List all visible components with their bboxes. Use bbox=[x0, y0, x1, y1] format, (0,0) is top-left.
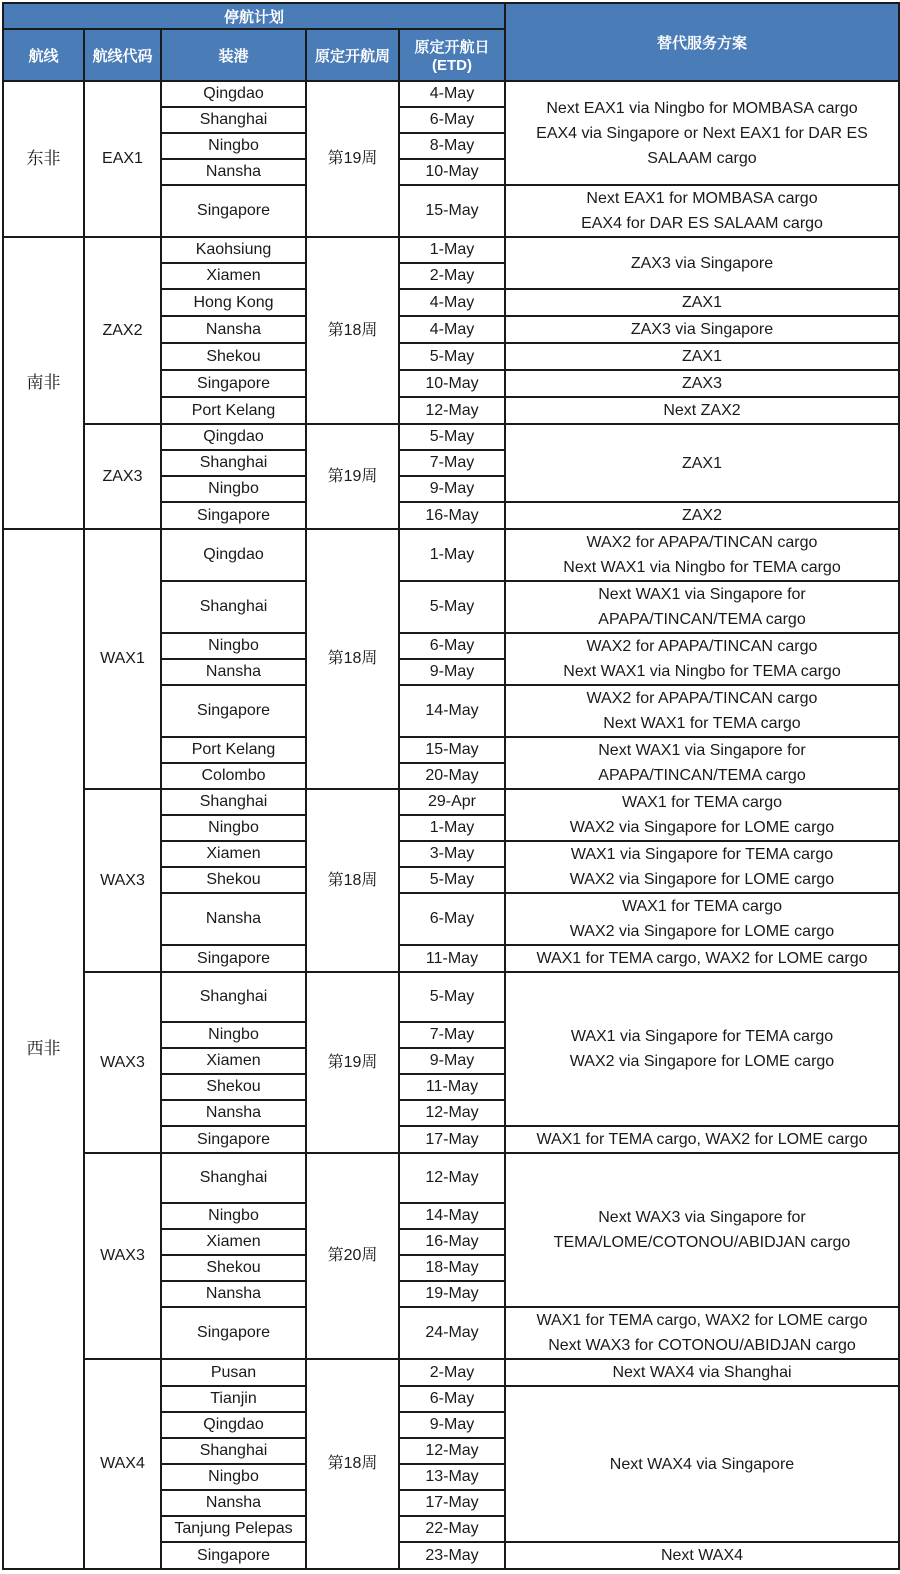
etd-cell: 15-May bbox=[399, 185, 505, 237]
etd-cell: 22-May bbox=[399, 1516, 505, 1542]
etd-cell: 3-May bbox=[399, 841, 505, 867]
week-cell: 第19周 bbox=[306, 81, 399, 237]
port-cell: Shanghai bbox=[161, 450, 306, 476]
port-cell: Hong Kong bbox=[161, 289, 306, 316]
port-cell: Ningbo bbox=[161, 1203, 306, 1229]
code-cell: WAX3 bbox=[84, 972, 161, 1153]
col-header-loading-port: 装港 bbox=[161, 29, 306, 81]
week-cell: 第19周 bbox=[306, 424, 399, 529]
alt-cell bbox=[505, 972, 899, 1126]
alt-line: WAX2 via Singapore for LOME cargo bbox=[569, 1053, 835, 1070]
etd-cell: 17-May bbox=[399, 1490, 505, 1516]
code-cell: ZAX2 bbox=[84, 237, 161, 424]
etd-cell: 10-May bbox=[399, 370, 505, 397]
port-cell: Port Kelang bbox=[161, 397, 306, 424]
alt-cell bbox=[505, 289, 899, 316]
port-cell: Port Kelang bbox=[161, 737, 306, 763]
etd-cell: 9-May bbox=[399, 1048, 505, 1074]
port-cell: Pusan bbox=[161, 1359, 306, 1386]
alt-line: TEMA/LOME/COTONOU/ABIDJAN cargo bbox=[553, 1234, 851, 1251]
week-cell: 第18周 bbox=[306, 1359, 399, 1569]
alt-line: WAX1 for TEMA cargo, WAX2 for LOME cargo bbox=[536, 1312, 868, 1329]
port-cell: Ningbo bbox=[161, 1022, 306, 1048]
alt-cell bbox=[505, 737, 899, 789]
alt-line: WAX1 for TEMA cargo bbox=[621, 898, 783, 915]
alt-line: EAX4 for DAR ES SALAAM cargo bbox=[581, 215, 823, 232]
etd-cell: 16-May bbox=[399, 502, 505, 529]
alt-cell bbox=[505, 1386, 899, 1542]
etd-cell: 2-May bbox=[399, 263, 505, 289]
alt-cell bbox=[505, 1307, 899, 1359]
etd-cell: 11-May bbox=[399, 945, 505, 972]
alt-line: WAX2 via Singapore for LOME cargo bbox=[569, 819, 835, 836]
etd-cell: 1-May bbox=[399, 815, 505, 841]
week-cell: 第18周 bbox=[306, 529, 399, 789]
port-cell: Shekou bbox=[161, 867, 306, 893]
code-cell: WAX3 bbox=[84, 789, 161, 972]
port-cell: Qingdao bbox=[161, 529, 306, 581]
alt-cell bbox=[505, 185, 899, 237]
route-cell: 西非 bbox=[3, 529, 84, 1569]
alt-line: ZAX2 bbox=[681, 507, 722, 524]
table-row bbox=[3, 529, 899, 581]
alt-cell bbox=[505, 841, 899, 893]
alt-line: WAX1 via Singapore for TEMA cargo bbox=[570, 846, 834, 863]
etd-cell: 15-May bbox=[399, 737, 505, 763]
port-cell: Xiamen bbox=[161, 841, 306, 867]
port-cell: Shekou bbox=[161, 343, 306, 370]
port-cell: Nansha bbox=[161, 659, 306, 685]
alt-line: WAX2 for APAPA/TINCAN cargo bbox=[586, 638, 818, 655]
port-cell: Singapore bbox=[161, 685, 306, 737]
alt-cell bbox=[505, 1359, 899, 1386]
port-cell: Shanghai bbox=[161, 1438, 306, 1464]
etd-cell: 19-May bbox=[399, 1281, 505, 1307]
alt-line: WAX1 for TEMA cargo, WAX2 for LOME cargo bbox=[536, 950, 868, 967]
port-cell: Shanghai bbox=[161, 1153, 306, 1203]
alt-line: WAX1 for TEMA cargo, WAX2 for LOME cargo bbox=[536, 1131, 868, 1148]
alt-line: WAX2 for APAPA/TINCAN cargo bbox=[586, 690, 818, 707]
etd-cell: 17-May bbox=[399, 1126, 505, 1153]
table-row bbox=[3, 1359, 899, 1386]
alt-line: Next WAX1 via Ningbo for TEMA cargo bbox=[563, 663, 841, 680]
alt-line: Next WAX4 via Singapore bbox=[609, 1455, 795, 1473]
etd-cell: 14-May bbox=[399, 1203, 505, 1229]
alt-line: WAX2 via Singapore for LOME cargo bbox=[569, 871, 835, 888]
port-cell: Qingdao bbox=[161, 424, 306, 450]
table-row bbox=[3, 237, 899, 263]
port-cell: Shanghai bbox=[161, 972, 306, 1022]
etd-cell: 20-May bbox=[399, 763, 505, 789]
etd-cell: 29-Apr bbox=[399, 789, 505, 815]
etd-cell: 11-May bbox=[399, 1074, 505, 1100]
table-row bbox=[3, 972, 899, 1022]
alt-line: ZAX3 via Singapore bbox=[630, 254, 774, 272]
etd-cell: 12-May bbox=[399, 1438, 505, 1464]
code-cell: WAX4 bbox=[84, 1359, 161, 1569]
col-header-etd-line2: (ETD) bbox=[432, 57, 472, 74]
table-row bbox=[3, 424, 899, 450]
table-row bbox=[3, 1153, 899, 1203]
etd-cell: 6-May bbox=[399, 633, 505, 659]
etd-cell: 12-May bbox=[399, 1153, 505, 1203]
port-cell: Colombo bbox=[161, 763, 306, 789]
route-cell: 南非 bbox=[3, 237, 84, 529]
alt-line: WAX1 for TEMA cargo bbox=[621, 794, 783, 811]
etd-cell: 7-May bbox=[399, 450, 505, 476]
alt-cell bbox=[505, 316, 899, 343]
port-cell: Singapore bbox=[161, 185, 306, 237]
alt-line: Next EAX1 via Ningbo for MOMBASA cargo bbox=[546, 99, 858, 117]
etd-cell: 9-May bbox=[399, 476, 505, 502]
port-cell: Qingdao bbox=[161, 81, 306, 107]
etd-cell: 23-May bbox=[399, 1542, 505, 1569]
etd-cell: 5-May bbox=[399, 424, 505, 450]
alt-line: ZAX1 bbox=[681, 348, 722, 365]
alt-line: APAPA/TINCAN/TEMA cargo bbox=[598, 611, 806, 628]
etd-cell: 4-May bbox=[399, 81, 505, 107]
alt-cell bbox=[505, 397, 899, 424]
header-row-1 bbox=[3, 3, 899, 29]
alt-line: Next WAX1 via Singapore for bbox=[598, 586, 806, 603]
etd-cell: 13-May bbox=[399, 1464, 505, 1490]
alt-line: WAX1 via Singapore for TEMA cargo bbox=[570, 1028, 834, 1045]
etd-cell: 7-May bbox=[399, 1022, 505, 1048]
etd-cell: 5-May bbox=[399, 972, 505, 1022]
port-cell: Shekou bbox=[161, 1074, 306, 1100]
port-cell: Xiamen bbox=[161, 1048, 306, 1074]
port-cell: Tanjung Pelepas bbox=[161, 1516, 306, 1542]
port-cell: Ningbo bbox=[161, 633, 306, 659]
alt-cell bbox=[505, 370, 899, 397]
alt-line: Next WAX3 via Singapore for bbox=[598, 1209, 806, 1226]
etd-cell: 18-May bbox=[399, 1255, 505, 1281]
table-row bbox=[3, 81, 899, 107]
etd-cell: 24-May bbox=[399, 1307, 505, 1359]
code-cell: WAX1 bbox=[84, 529, 161, 789]
port-cell: Shekou bbox=[161, 1255, 306, 1281]
alt-cell bbox=[505, 789, 899, 841]
alt-cell bbox=[505, 81, 899, 185]
alt-line: ZAX3 via Singapore bbox=[630, 321, 774, 338]
alt-cell bbox=[505, 1126, 899, 1153]
port-cell: Ningbo bbox=[161, 815, 306, 841]
port-cell: Qingdao bbox=[161, 1412, 306, 1438]
week-cell: 第18周 bbox=[306, 789, 399, 972]
col-header-original-etd bbox=[399, 29, 505, 81]
alt-cell bbox=[505, 685, 899, 737]
port-cell: Nansha bbox=[161, 1100, 306, 1126]
etd-cell: 16-May bbox=[399, 1229, 505, 1255]
col-header-original-week: 原定开航周 bbox=[306, 29, 399, 81]
etd-cell: 8-May bbox=[399, 133, 505, 159]
port-cell: Ningbo bbox=[161, 1464, 306, 1490]
alt-line: EAX4 via Singapore or Next EAX1 for DAR ES SALAAM cargo bbox=[536, 124, 868, 167]
week-cell: 第19周 bbox=[306, 972, 399, 1153]
suspension-table bbox=[2, 2, 900, 1570]
etd-cell: 6-May bbox=[399, 107, 505, 133]
port-cell: Xiamen bbox=[161, 263, 306, 289]
week-cell: 第20周 bbox=[306, 1153, 399, 1359]
alt-line: APAPA/TINCAN/TEMA cargo bbox=[598, 767, 806, 784]
alt-line: ZAX3 bbox=[681, 375, 722, 392]
alt-cell bbox=[505, 502, 899, 529]
col-header-alternative-service: 替代服务方案 bbox=[505, 3, 899, 81]
alt-cell bbox=[505, 424, 899, 502]
alt-cell bbox=[505, 1153, 899, 1307]
code-cell: ZAX3 bbox=[84, 424, 161, 529]
etd-cell: 1-May bbox=[399, 529, 505, 581]
alt-cell bbox=[505, 1542, 899, 1569]
etd-cell: 9-May bbox=[399, 1412, 505, 1438]
port-cell: Xiamen bbox=[161, 1229, 306, 1255]
etd-cell: 5-May bbox=[399, 867, 505, 893]
etd-cell: 6-May bbox=[399, 893, 505, 945]
port-cell: Tianjin bbox=[161, 1386, 306, 1412]
port-cell: Kaohsiung bbox=[161, 237, 306, 263]
etd-cell: 6-May bbox=[399, 1386, 505, 1412]
week-cell: 第18周 bbox=[306, 237, 399, 424]
col-header-route-code: 航线代码 bbox=[84, 29, 161, 81]
col-header-route: 航线 bbox=[3, 29, 84, 81]
alt-line: Next WAX4 bbox=[660, 1547, 744, 1564]
etd-cell: 4-May bbox=[399, 316, 505, 343]
etd-cell: 9-May bbox=[399, 659, 505, 685]
alt-cell bbox=[505, 237, 899, 289]
etd-cell: 2-May bbox=[399, 1359, 505, 1386]
table-body bbox=[3, 81, 899, 1569]
port-cell: Singapore bbox=[161, 370, 306, 397]
alt-line: ZAX1 bbox=[681, 454, 722, 472]
alt-line: Next WAX1 via Singapore for bbox=[598, 742, 806, 759]
alt-line: Next WAX3 for COTONOU/ABIDJAN cargo bbox=[548, 1337, 856, 1354]
port-cell: Nansha bbox=[161, 159, 306, 185]
col-header-etd-line1: 原定开航日 bbox=[414, 39, 490, 56]
alt-line: Next EAX1 for MOMBASA cargo bbox=[586, 190, 818, 207]
table-row bbox=[3, 789, 899, 815]
port-cell: Nansha bbox=[161, 1490, 306, 1516]
etd-cell: 5-May bbox=[399, 343, 505, 370]
etd-cell: 14-May bbox=[399, 685, 505, 737]
etd-cell: 5-May bbox=[399, 581, 505, 633]
port-cell: Shanghai bbox=[161, 789, 306, 815]
etd-cell: 12-May bbox=[399, 397, 505, 424]
port-cell: Singapore bbox=[161, 1542, 306, 1569]
alt-cell bbox=[505, 529, 899, 581]
code-cell: EAX1 bbox=[84, 81, 161, 237]
alt-cell bbox=[505, 945, 899, 972]
port-cell: Singapore bbox=[161, 1307, 306, 1359]
alt-line: ZAX1 bbox=[681, 294, 722, 311]
port-cell: Nansha bbox=[161, 316, 306, 343]
alt-line: Next WAX1 via Ningbo for TEMA cargo bbox=[563, 559, 841, 576]
port-cell: Nansha bbox=[161, 1281, 306, 1307]
alt-line: Next ZAX2 bbox=[663, 402, 741, 419]
port-cell: Shanghai bbox=[161, 107, 306, 133]
port-cell: Shanghai bbox=[161, 581, 306, 633]
alt-line: WAX2 via Singapore for LOME cargo bbox=[569, 923, 835, 940]
code-cell: WAX3 bbox=[84, 1153, 161, 1359]
etd-cell: 4-May bbox=[399, 289, 505, 316]
port-cell: Singapore bbox=[161, 502, 306, 529]
alt-cell bbox=[505, 893, 899, 945]
alt-cell bbox=[505, 633, 899, 685]
etd-cell: 12-May bbox=[399, 1100, 505, 1126]
port-cell: Singapore bbox=[161, 945, 306, 972]
alt-line: Next WAX1 for TEMA cargo bbox=[603, 715, 801, 732]
alt-cell bbox=[505, 581, 899, 633]
alt-line: WAX2 for APAPA/TINCAN cargo bbox=[586, 534, 818, 551]
port-cell: Singapore bbox=[161, 1126, 306, 1153]
alt-cell bbox=[505, 343, 899, 370]
etd-cell: 1-May bbox=[399, 237, 505, 263]
route-cell: 东非 bbox=[3, 81, 84, 237]
port-cell: Ningbo bbox=[161, 476, 306, 502]
port-cell: Ningbo bbox=[161, 133, 306, 159]
suspension-plan-title: 停航计划 bbox=[3, 3, 505, 29]
alt-line: Next WAX4 via Shanghai bbox=[612, 1364, 792, 1381]
port-cell: Nansha bbox=[161, 893, 306, 945]
etd-cell: 10-May bbox=[399, 159, 505, 185]
